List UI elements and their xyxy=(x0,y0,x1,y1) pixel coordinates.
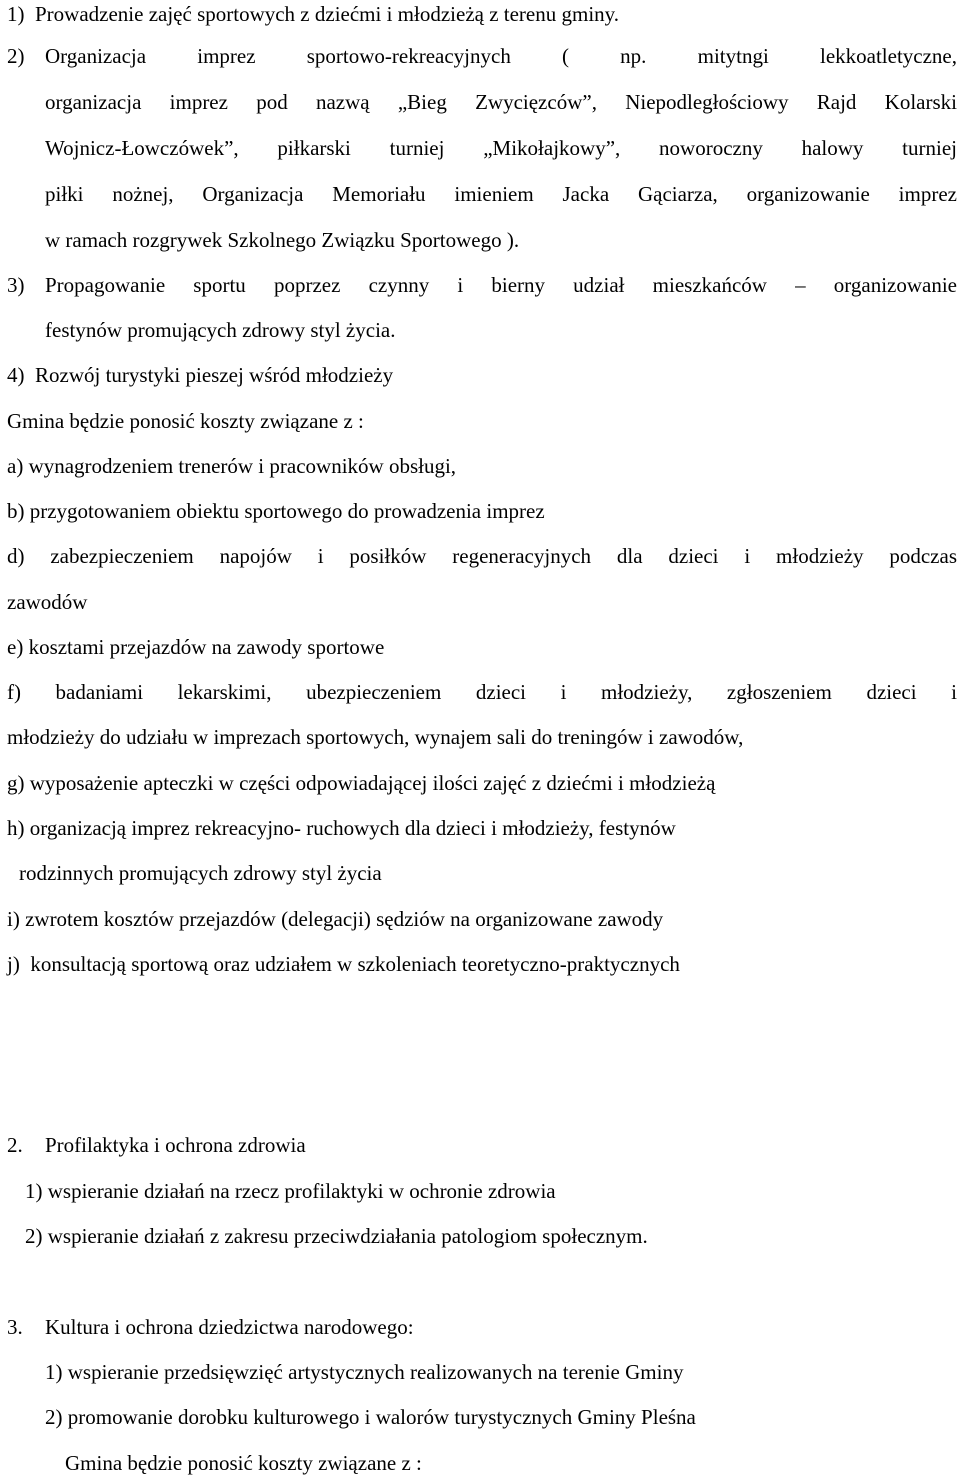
health-heading-number: 2. xyxy=(7,1133,23,1157)
culture-item-1: 1) wspieranie przedsięwzięć artystycznych realizowanych na terenie Gminy xyxy=(45,1360,684,1384)
culture-costs-intro: Gmina będzie ponosić koszty związane z : xyxy=(65,1451,422,1475)
health-item-2: 2) wspieranie działań z zakresu przeciwdziałania patologiom społecznym. xyxy=(25,1224,648,1248)
sport-item-2-line-1: Organizacja imprez sportowo-rekreacyjnych ( np. mitytngi lekkoatletyczne, xyxy=(45,44,957,68)
sport-item-2-line-2: organizacja imprez pod nazwą „Bieg Zwycięzców”, Niepodległościowy Rajd Kolarski xyxy=(45,90,957,114)
health-item-1: 1) wspieranie działań na rzecz profilaktyki w ochronie zdrowia xyxy=(25,1179,556,1203)
sport-item-3-number: 3) xyxy=(7,273,25,297)
sport-item-2-line-5: w ramach rozgrywek Szkolnego Związku Sportowego ). xyxy=(45,228,520,252)
sport-item-2-number: 2) xyxy=(7,44,25,68)
sport-costs-intro: Gmina będzie ponosić koszty związane z : xyxy=(7,409,364,433)
health-heading: Profilaktyka i ochrona zdrowia xyxy=(45,1133,306,1157)
cost-j: j) konsultacją sportową oraz udziałem w szkoleniach teoretyczno-praktycznych xyxy=(7,952,680,976)
sport-item-2-line-3: Wojnicz-Łowczówek”, piłkarski turniej „Mikołajkowy”, noworoczny halowy turniej xyxy=(45,136,957,160)
cost-d-line-1: d) zabezpieczeniem napojów i posiłków regeneracyjnych dla dzieci i młodzieży podczas xyxy=(7,544,957,568)
cost-h-line-2: rodzinnych promujących zdrowy styl życia xyxy=(19,861,382,885)
cost-h-line-1: h) organizacją imprez rekreacyjno- ruchowych dla dzieci i młodzieży, festynów xyxy=(7,816,676,840)
cost-a: a) wynagrodzeniem trenerów i pracowników obsługi, xyxy=(7,454,457,478)
cost-b: b) przygotowaniem obiektu sportowego do prowadzenia imprez xyxy=(7,499,545,523)
cost-d-line-2: zawodów xyxy=(7,590,88,614)
sport-item-1: 1) Prowadzenie zajęć sportowych z dziećmi i młodzieżą z terenu gminy. xyxy=(7,2,620,26)
sport-item-2-line-4: piłki nożnej, Organizacja Memoriału imieniem Jacka Gąciarza, organizowanie imprez xyxy=(45,182,957,206)
cost-f-line-1: f) badaniami lekarskimi, ubezpieczeniem dzieci i młodzieży, zgłoszeniem dzieci i xyxy=(7,680,957,704)
cost-f-line-2: młodzieży do udziału w imprezach sportowych, wynajem sali do treningów i zawodów, xyxy=(7,725,744,749)
cost-e: e) kosztami przejazdów na zawody sportowe xyxy=(7,635,385,659)
sport-item-3-line-1: Propagowanie sportu poprzez czynny i bierny udział mieszkańców – organizowanie xyxy=(45,273,957,297)
cost-g: g) wyposażenie apteczki w części odpowiadającej ilości zajęć z dziećmi i młodzieżą xyxy=(7,771,716,795)
culture-heading-number: 3. xyxy=(7,1315,23,1339)
culture-heading: Kultura i ochrona dziedzictwa narodowego: xyxy=(45,1315,414,1339)
sport-item-4: 4) Rozwój turystyki pieszej wśród młodzieży xyxy=(7,363,394,387)
culture-item-2: 2) promowanie dorobku kulturowego i walorów turystycznych Gminy Pleśna xyxy=(45,1405,696,1429)
sport-item-3-line-2: festynów promujących zdrowy styl życia. xyxy=(45,318,396,342)
cost-i: i) zwrotem kosztów przejazdów (delegacji) sędziów na organizowane zawody xyxy=(7,907,664,931)
